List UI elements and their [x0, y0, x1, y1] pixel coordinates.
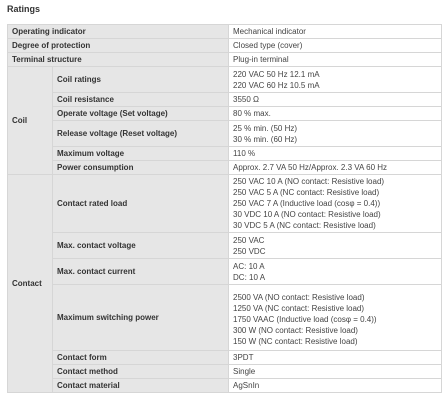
table-row	[8, 175, 442, 233]
value-line: 150 W (NC contact: Resistive load)	[233, 337, 358, 346]
group-label-coil: Coil	[8, 67, 53, 175]
value-line: 30 VDC 10 A (NO contact: Resistive load)	[233, 210, 381, 219]
value-line: 250 VDC	[233, 246, 266, 256]
row-label: Contact rated load	[53, 175, 229, 233]
row-label: Operating indicator	[8, 25, 229, 39]
value-line: 220 VAC 60 Hz 10.5 mA	[233, 80, 320, 90]
row-label: Operate voltage (Set voltage)	[53, 107, 229, 121]
value-line: Approx. 2.7 VA 50 Hz/Approx. 2.3 VA 60 Hz	[233, 163, 388, 172]
row-value: Closed type (cover)	[229, 39, 442, 53]
row-label: Max. contact current	[53, 259, 229, 285]
row-value	[229, 379, 442, 393]
row-label: Terminal structure	[8, 53, 229, 67]
row-value	[229, 351, 442, 365]
value-line: 3550 Ω	[233, 95, 260, 104]
row-value	[229, 93, 442, 107]
table-row	[8, 121, 442, 147]
value-line: 250 VAC 7 A (Inductive load (cosφ = 0.4))	[233, 199, 381, 208]
row-value: Plug-in terminal	[229, 53, 442, 67]
row-value	[229, 161, 442, 175]
row-label: Contact material	[53, 379, 229, 393]
table-row	[8, 67, 442, 93]
table-row	[8, 107, 442, 121]
row-value	[229, 285, 442, 351]
value-line: 30 % min. (60 Hz)	[233, 134, 298, 144]
table-row	[8, 53, 442, 67]
value-line: AC: 10 A	[233, 261, 265, 271]
value-line: 25 % min. (50 Hz)	[233, 123, 298, 133]
row-label: Release voltage (Reset voltage)	[53, 121, 229, 147]
row-value	[229, 147, 442, 161]
value-line: 250 VAC	[233, 235, 265, 245]
table-row	[8, 259, 442, 285]
value-line: AgSnIn	[233, 381, 260, 390]
table-row	[8, 93, 442, 107]
table-row	[8, 147, 442, 161]
value-line: Single	[233, 367, 256, 376]
value-line: 1250 VA (NC contact: Resistive load)	[233, 304, 365, 313]
value-line: 300 W (NO contact: Resistive load)	[233, 326, 358, 335]
table-row	[8, 351, 442, 365]
row-value	[229, 107, 442, 121]
table-row	[8, 25, 442, 39]
ratings-table	[7, 24, 442, 393]
row-label: Coil resistance	[53, 93, 229, 107]
row-value	[229, 67, 442, 93]
value-line: 30 VDC 5 A (NC contact: Resistive load)	[233, 221, 376, 230]
value-line: DC: 10 A	[233, 272, 266, 282]
row-label: Contact method	[53, 365, 229, 379]
value-line: 1750 VAAC (Inductive load (cosφ = 0.4))	[233, 315, 377, 324]
row-label: Degree of protection	[8, 39, 229, 53]
row-label: Power consumption	[53, 161, 229, 175]
row-label: Maximum voltage	[53, 147, 229, 161]
row-label: Max. contact voltage	[53, 233, 229, 259]
table-row	[8, 285, 442, 351]
table-row	[8, 365, 442, 379]
row-label: Contact form	[53, 351, 229, 365]
table-row	[8, 39, 442, 53]
table-row	[8, 379, 442, 393]
table-row	[8, 233, 442, 259]
table-row	[8, 161, 442, 175]
group-label-contact: Contact	[8, 175, 53, 393]
value-line: 3PDT	[233, 353, 254, 362]
row-value	[229, 259, 442, 285]
value-line: 110 %	[233, 149, 256, 158]
row-label: Coil ratings	[53, 67, 229, 93]
section-title: Ratings	[7, 4, 41, 14]
value-line: 2500 VA (NO contact: Resistive load)	[233, 293, 365, 302]
row-value	[229, 365, 442, 379]
row-value	[229, 175, 442, 233]
value-line: 80 % max.	[233, 109, 271, 118]
row-value	[229, 121, 442, 147]
row-value: Mechanical indicator	[229, 25, 442, 39]
value-line: 250 VAC 10 A (NO contact: Resistive load)	[233, 177, 385, 186]
value-line: 220 VAC 50 Hz 12.1 mA	[233, 69, 320, 79]
row-value	[229, 233, 442, 259]
row-label: Maximum switching power	[53, 285, 229, 351]
value-line: 250 VAC 5 A (NC contact: Resistive load)	[233, 188, 380, 197]
